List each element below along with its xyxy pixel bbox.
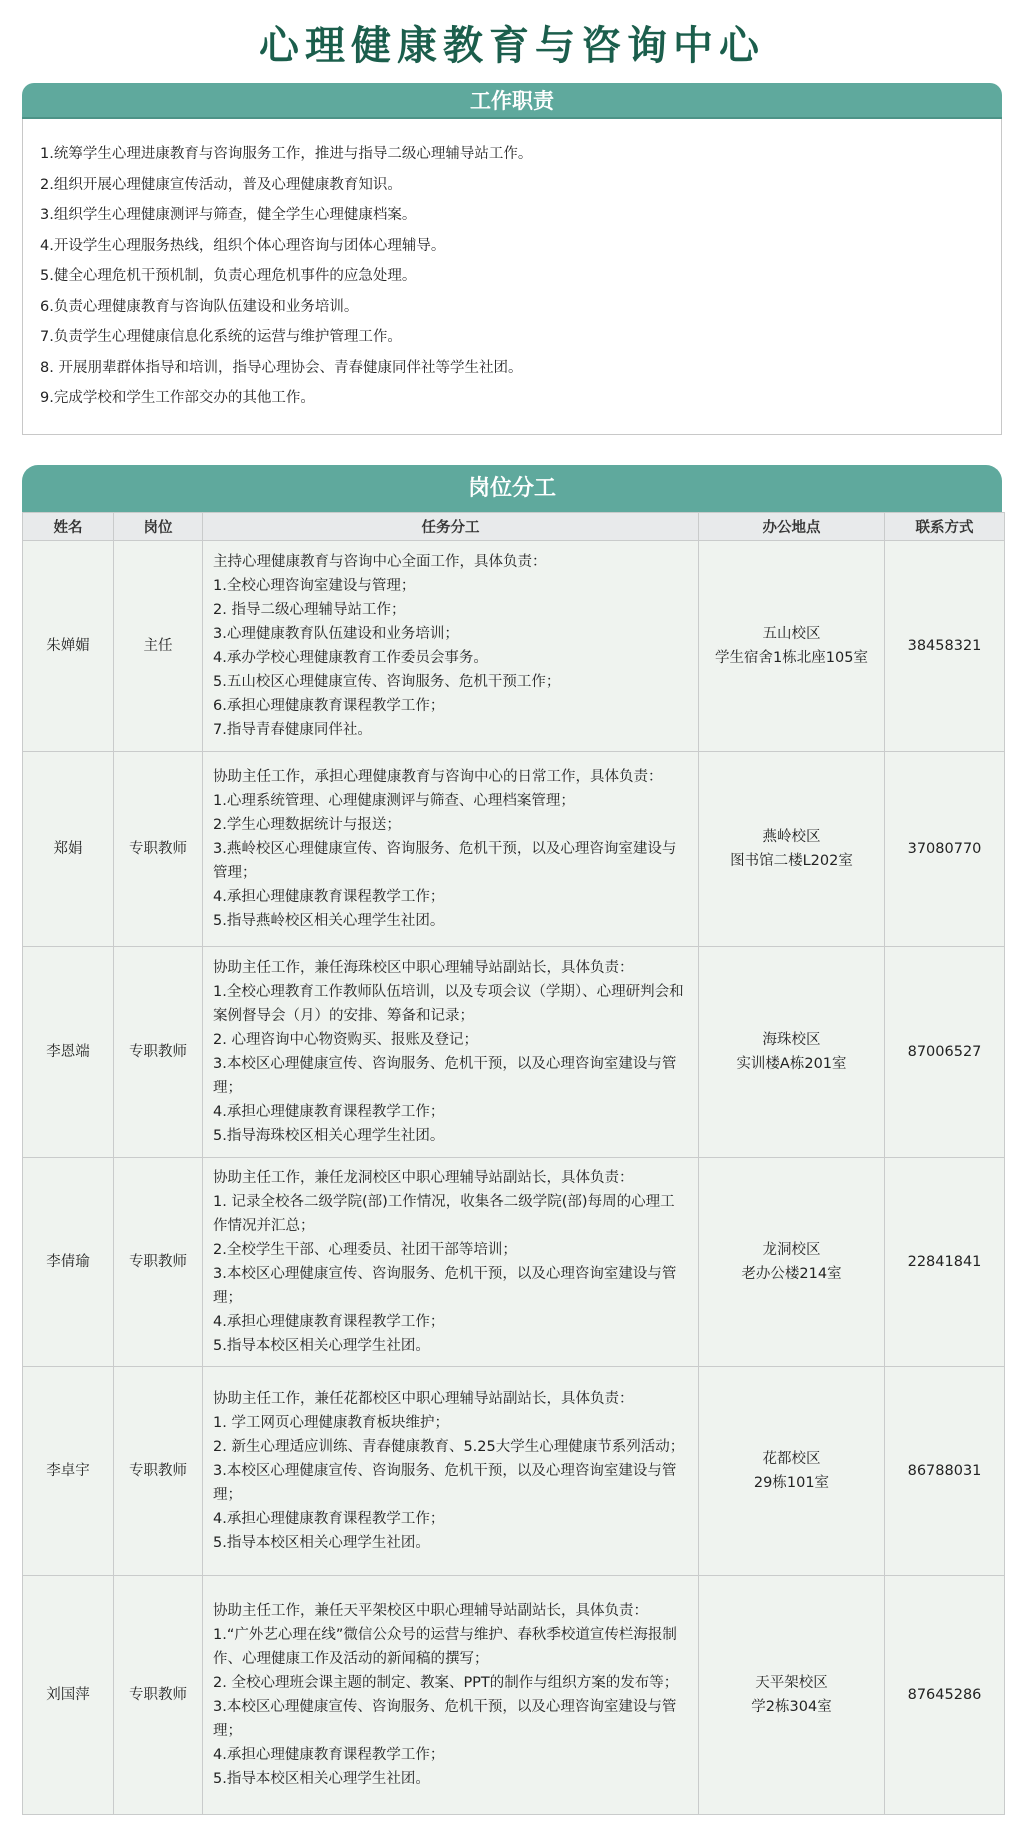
staff-office: [699, 541, 885, 752]
staff-tasks: [203, 541, 699, 752]
task-line: 3.本校区心理健康宣传、咨询服务、危机干预，以及心理咨询室建设与管理；: [213, 1699, 677, 1739]
column-header-office: 办公地点: [699, 513, 885, 541]
task-line: 5.指导本校区相关心理学生社团。: [213, 1771, 430, 1787]
task-line: 7.指导青春健康同伴社。: [213, 722, 372, 738]
office-campus: 天平架校区: [755, 1675, 828, 1691]
table-row: [23, 947, 1005, 1158]
task-line: 1.全校心理教育工作教师队伍培训，以及专项会议（学期）、心理研判会和案例督导会（月）的安排、筹备和记录；: [213, 984, 684, 1024]
task-line: 2. 新生心理适应训练、青春健康教育、5.25大学生心理健康节系列活动；: [213, 1439, 685, 1455]
column-header-post: 岗位: [114, 513, 203, 541]
staff-name: 刘国萍: [23, 1576, 114, 1815]
task-line: 1.“广外艺心理在线”微信公众号的运营与维护、春秋季校道宣传栏海报制作、心理健康工作及活动的新闻稿的撰写；: [213, 1627, 677, 1667]
column-header-contact: 联系方式: [885, 513, 1005, 541]
duty-item: 9.完成学校和学生工作部交办的其他工作。: [40, 390, 315, 406]
office-campus: 花都校区: [762, 1451, 821, 1467]
table-row: [23, 1576, 1005, 1815]
task-line: 2. 心理咨询中心物资购买、报账及登记；: [213, 1032, 478, 1048]
staff-post: 专职教师: [114, 1576, 203, 1815]
task-line: 2. 全校心理班会课主题的制定、教案、PPT的制作与组织方案的发布等；: [213, 1675, 679, 1691]
task-line: 协助主任工作，兼任龙洞校区中职心理辅导站副站长，具体负责：: [213, 1170, 634, 1186]
task-line: 4.承办学校心理健康教育工作委员会事务。: [213, 650, 488, 666]
task-line: 1.心理系统管理、心理健康测评与筛查、心理档案管理；: [213, 793, 575, 809]
staff-office: [699, 1576, 885, 1815]
staff-tasks: [203, 752, 699, 947]
staff-name: 李卓宇: [23, 1367, 114, 1576]
table-row: [23, 752, 1005, 947]
task-line: 协助主任工作，承担心理健康教育与咨询中心的日常工作，具体负责：: [213, 769, 663, 785]
posts-section-header: 岗位分工: [22, 465, 1002, 512]
task-line: 2.学生心理数据统计与报送；: [213, 817, 401, 833]
duty-item: 7.负责学生心理健康信息化系统的运营与维护管理工作。: [40, 329, 402, 345]
staff-tasks: [203, 1158, 699, 1367]
page-title: 心理健康教育与咨询中心: [259, 23, 765, 69]
staff-tasks: [203, 947, 699, 1158]
staff-contact: 37080770: [885, 752, 1005, 947]
task-line: 4.承担心理健康教育课程教学工作；: [213, 1747, 445, 1763]
office-campus: 燕岭校区: [762, 829, 821, 845]
staff-post: 专职教师: [114, 947, 203, 1158]
task-line: 4.承担心理健康教育课程教学工作；: [213, 1314, 445, 1330]
staff-contact: 86788031: [885, 1367, 1005, 1576]
task-line: 3.本校区心理健康宣传、咨询服务、危机干预，以及心理咨询室建设与管理；: [213, 1266, 677, 1306]
staff-contact: 38458321: [885, 541, 1005, 752]
staff-office: [699, 1158, 885, 1367]
task-line: 3.本校区心理健康宣传、咨询服务、危机干预，以及心理咨询室建设与管理；: [213, 1056, 677, 1096]
staff-post: 主任: [114, 541, 203, 752]
office-campus: 龙洞校区: [762, 1242, 821, 1258]
column-header-tasks: 任务分工: [203, 513, 699, 541]
duty-item: 3.组织学生心理健康测评与筛查，健全学生心理健康档案。: [40, 207, 417, 223]
office-room: 老办公楼214室: [741, 1266, 842, 1282]
task-line: 3.本校区心理健康宣传、咨询服务、危机干预，以及心理咨询室建设与管理；: [213, 1463, 677, 1503]
table-row: [23, 1367, 1005, 1576]
staff-office: [699, 947, 885, 1158]
task-line: 5.指导本校区相关心理学生社团。: [213, 1535, 430, 1551]
staff-post: 专职教师: [114, 752, 203, 947]
staff-contact: 22841841: [885, 1158, 1005, 1367]
staff-contact: 87006527: [885, 947, 1005, 1158]
task-line: 2.全校学生干部、心理委员、社团干部等培训；: [213, 1242, 517, 1258]
duties-section-header: 工作职责: [22, 83, 1002, 119]
staff-tasks: [203, 1576, 699, 1815]
task-line: 4.承担心理健康教育课程教学工作；: [213, 889, 445, 905]
table-row: [23, 1158, 1005, 1367]
task-line: 1.全校心理咨询室建设与管理；: [213, 578, 416, 594]
office-room: 学2栋304室: [751, 1699, 832, 1715]
staff-contact: 87645286: [885, 1576, 1005, 1815]
staff-office: [699, 1367, 885, 1576]
task-line: 4.承担心理健康教育课程教学工作；: [213, 1104, 445, 1120]
column-header-name: 姓名: [23, 513, 114, 541]
duty-item: 6.负责心理健康教育与咨询队伍建设和业务培训。: [40, 298, 359, 315]
task-line: 2. 指导二级心理辅导站工作；: [213, 602, 406, 618]
duty-item: 1.统筹学生心理进康教育与咨询服务工作，推进与指导二级心理辅导站工作。: [40, 146, 533, 162]
office-campus: 五山校区: [762, 626, 821, 642]
task-line: 3.燕岭校区心理健康宣传、咨询服务、危机干预，以及心理咨询室建设与管理；: [213, 841, 677, 881]
task-line: 4.承担心理健康教育课程教学工作；: [213, 1511, 445, 1527]
office-room: 29栋101室: [753, 1475, 830, 1491]
task-line: 6.承担心理健康教育课程教学工作；: [213, 698, 445, 714]
staff-name: 郑娟: [23, 752, 114, 947]
duty-item: 4.开设学生心理服务热线，组织个体心理咨询与团体心理辅导。: [40, 237, 446, 254]
office-room: 图书馆二楼L202室: [730, 853, 853, 869]
task-line: 主持心理健康教育与咨询中心全面工作，具体负责：: [213, 554, 547, 570]
office-room: 学生宿舍1栋北座105室: [715, 650, 868, 666]
office-room: 实训楼A栋201室: [736, 1056, 847, 1072]
staff-office: [699, 752, 885, 947]
office-campus: 海珠校区: [762, 1032, 821, 1048]
posts-table: [22, 512, 1005, 1815]
task-line: 3.心理健康教育队伍建设和业务培训；: [213, 626, 459, 642]
duty-item: 2.组织开展心理健康宣传活动，普及心理健康教育知识。: [40, 176, 402, 193]
staff-post: 专职教师: [114, 1158, 203, 1367]
task-line: 协助主任工作，兼任海珠校区中职心理辅导站副站长，具体负责：: [213, 960, 634, 976]
task-line: 协助主任工作，兼任天平架校区中职心理辅导站副站长，具体负责：: [213, 1603, 648, 1619]
staff-post: 专职教师: [114, 1367, 203, 1576]
task-line: 5.指导燕岭校区相关心理学生社团。: [213, 913, 445, 929]
table-header-row: [23, 513, 1005, 541]
duty-item: 5.健全心理危机干预机制，负责心理危机事件的应急处理。: [40, 268, 417, 284]
task-line: 1. 记录全校各二级学院(部)工作情况，收集各二级学院(部)每周的心理工作情况并汇总；: [213, 1194, 675, 1234]
staff-name: 李恩端: [23, 947, 114, 1158]
task-line: 5.指导海珠校区相关心理学生社团。: [213, 1128, 445, 1144]
task-line: 1. 学工网页心理健康教育板块维护；: [213, 1415, 449, 1431]
duty-item: 8. 开展朋辈群体指导和培训，指导心理协会、青春健康同伴社等学生社团。: [40, 359, 523, 376]
staff-tasks: [203, 1367, 699, 1576]
task-line: 协助主任工作，兼任花都校区中职心理辅导站副站长，具体负责：: [213, 1391, 634, 1407]
staff-name: 朱婵媚: [23, 541, 114, 752]
task-line: 5.指导本校区相关心理学生社团。: [213, 1338, 430, 1354]
duties-list: [22, 119, 1002, 435]
table-row: [23, 541, 1005, 752]
staff-name: 李倩瑜: [23, 1158, 114, 1367]
task-line: 5.五山校区心理健康宣传、咨询服务、危机干预工作；: [213, 674, 561, 690]
